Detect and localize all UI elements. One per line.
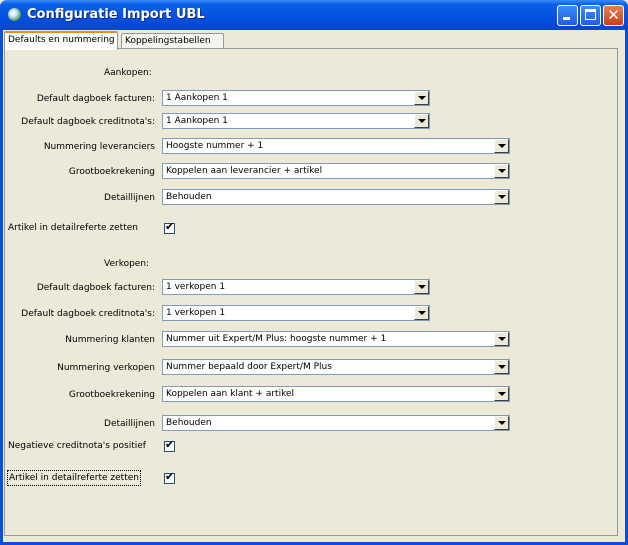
aankopen-grootboekrekening-select[interactable] xyxy=(162,163,510,179)
chevron-down-icon xyxy=(418,311,426,315)
chevron-down-icon xyxy=(418,119,426,123)
tab-panel xyxy=(4,48,618,536)
dropdown-button[interactable] xyxy=(414,280,429,294)
verkopen-dagboek-facturen-label: Default dagboek facturen: xyxy=(36,283,155,293)
dropdown-button[interactable] xyxy=(414,306,429,320)
verkopen-dagboek-creditnotas-select[interactable] xyxy=(162,305,430,321)
nummering-verkopen-label: Nummering verkopen xyxy=(57,363,155,373)
aankopen-grootboekrekening-label: Grootboekrekening xyxy=(68,167,155,177)
dropdown-button[interactable] xyxy=(494,416,509,430)
chevron-down-icon xyxy=(498,195,506,199)
verkopen-grootboekrekening-label: Grootboekrekening xyxy=(68,390,155,400)
chevron-down-icon xyxy=(498,169,506,173)
checkmark-icon: ✔ xyxy=(165,438,175,451)
verkopen-detaillijnen-label: Detaillijnen xyxy=(104,419,155,429)
aankopen-detaillijnen-value: Behouden xyxy=(166,192,212,202)
nummering-leveranciers-select[interactable] xyxy=(162,138,510,154)
checkmark-icon: ✔ xyxy=(165,470,175,483)
aankopen-artikel-detailreferte-checkbox[interactable] xyxy=(164,220,175,234)
verkopen-grootboekrekening-select[interactable] xyxy=(162,386,510,402)
verkopen-artikel-detailreferte-checkbox[interactable] xyxy=(164,470,175,484)
title-bar[interactable] xyxy=(0,0,628,30)
dropdown-button[interactable] xyxy=(494,360,509,374)
checkmark-icon: ✔ xyxy=(165,220,175,233)
dropdown-button[interactable] xyxy=(494,190,509,204)
aankopen-dagboek-creditnotas-label: Default dagboek creditnota's: xyxy=(21,117,155,127)
dropdown-button[interactable] xyxy=(414,91,429,105)
minimize-button[interactable] xyxy=(557,5,578,26)
aankopen-dagboek-facturen-select[interactable] xyxy=(162,90,430,106)
nummering-verkopen-select[interactable] xyxy=(162,359,510,375)
aankopen-dagboek-creditnotas-value: 1 Aankopen 1 xyxy=(166,116,228,126)
chevron-down-icon xyxy=(498,421,506,425)
dropdown-button[interactable] xyxy=(414,114,429,128)
aankopen-grootboekrekening-value: Koppelen aan leverancier + artikel xyxy=(166,166,323,176)
nummering-klanten-select[interactable] xyxy=(162,331,510,347)
chevron-down-icon xyxy=(498,392,506,396)
nummering-leveranciers-label: Nummering leveranciers xyxy=(43,142,155,152)
nummering-leveranciers-value: Hoogste nummer + 1 xyxy=(166,141,264,151)
verkopen-detaillijnen-value: Behouden xyxy=(166,418,212,428)
nummering-klanten-value: Nummer uit Expert/M Plus: hoogste nummer + 1 xyxy=(166,334,387,344)
close-icon: ✕ xyxy=(607,6,620,24)
verkopen-grootboekrekening-value: Koppelen aan klant + artikel xyxy=(166,389,295,399)
aankopen-dagboek-facturen-value: 1 Aankopen 1 xyxy=(166,93,228,103)
chevron-down-icon xyxy=(498,365,506,369)
dropdown-button[interactable] xyxy=(494,139,509,153)
verkopen-dagboek-creditnotas-value: 1 verkopen 1 xyxy=(166,308,226,318)
chevron-down-icon xyxy=(498,337,506,341)
aankopen-dagboek-creditnotas-select[interactable] xyxy=(162,113,430,129)
negatieve-creditnotas-label: Negatieve creditnota's positief xyxy=(8,441,146,451)
tab-koppelingstabellen[interactable]: Koppelingstabellen xyxy=(121,33,224,49)
verkopen-detaillijnen-select[interactable] xyxy=(162,415,510,431)
close-button[interactable] xyxy=(603,5,624,26)
maximize-icon xyxy=(585,9,596,20)
aankopen-heading: Aankopen: xyxy=(104,68,152,78)
verkopen-artikel-detailreferte-label: Artikel in detailreferte zetten xyxy=(9,473,139,483)
aankopen-detaillijnen-select[interactable] xyxy=(162,189,510,205)
verkopen-dagboek-facturen-select[interactable] xyxy=(162,279,430,295)
chevron-down-icon xyxy=(418,96,426,100)
verkopen-heading: Verkopen: xyxy=(104,259,150,269)
tab-defaults-en-nummering[interactable]: Defaults en nummering xyxy=(4,31,118,50)
dropdown-button[interactable] xyxy=(494,387,509,401)
nummering-klanten-label: Nummering klanten xyxy=(65,335,155,345)
verkopen-dagboek-facturen-value: 1 verkopen 1 xyxy=(166,282,226,292)
window-title: Configuratie Import UBL xyxy=(27,7,205,22)
chevron-down-icon xyxy=(498,144,506,148)
maximize-button[interactable] xyxy=(580,5,601,26)
dropdown-button[interactable] xyxy=(494,164,509,178)
chevron-down-icon xyxy=(418,285,426,289)
app-icon xyxy=(8,8,21,21)
aankopen-artikel-detailreferte-label: Artikel in detailreferte zetten xyxy=(8,223,138,233)
aankopen-dagboek-facturen-label: Default dagboek facturen: xyxy=(36,94,155,104)
aankopen-detaillijnen-label: Detaillijnen xyxy=(104,193,155,203)
verkopen-dagboek-creditnotas-label: Default dagboek creditnota's: xyxy=(21,309,155,319)
minimize-icon xyxy=(563,17,570,20)
dropdown-button[interactable] xyxy=(494,332,509,346)
negatieve-creditnotas-checkbox[interactable] xyxy=(164,438,175,452)
nummering-verkopen-value: Nummer bepaald door Expert/M Plus xyxy=(166,362,332,372)
